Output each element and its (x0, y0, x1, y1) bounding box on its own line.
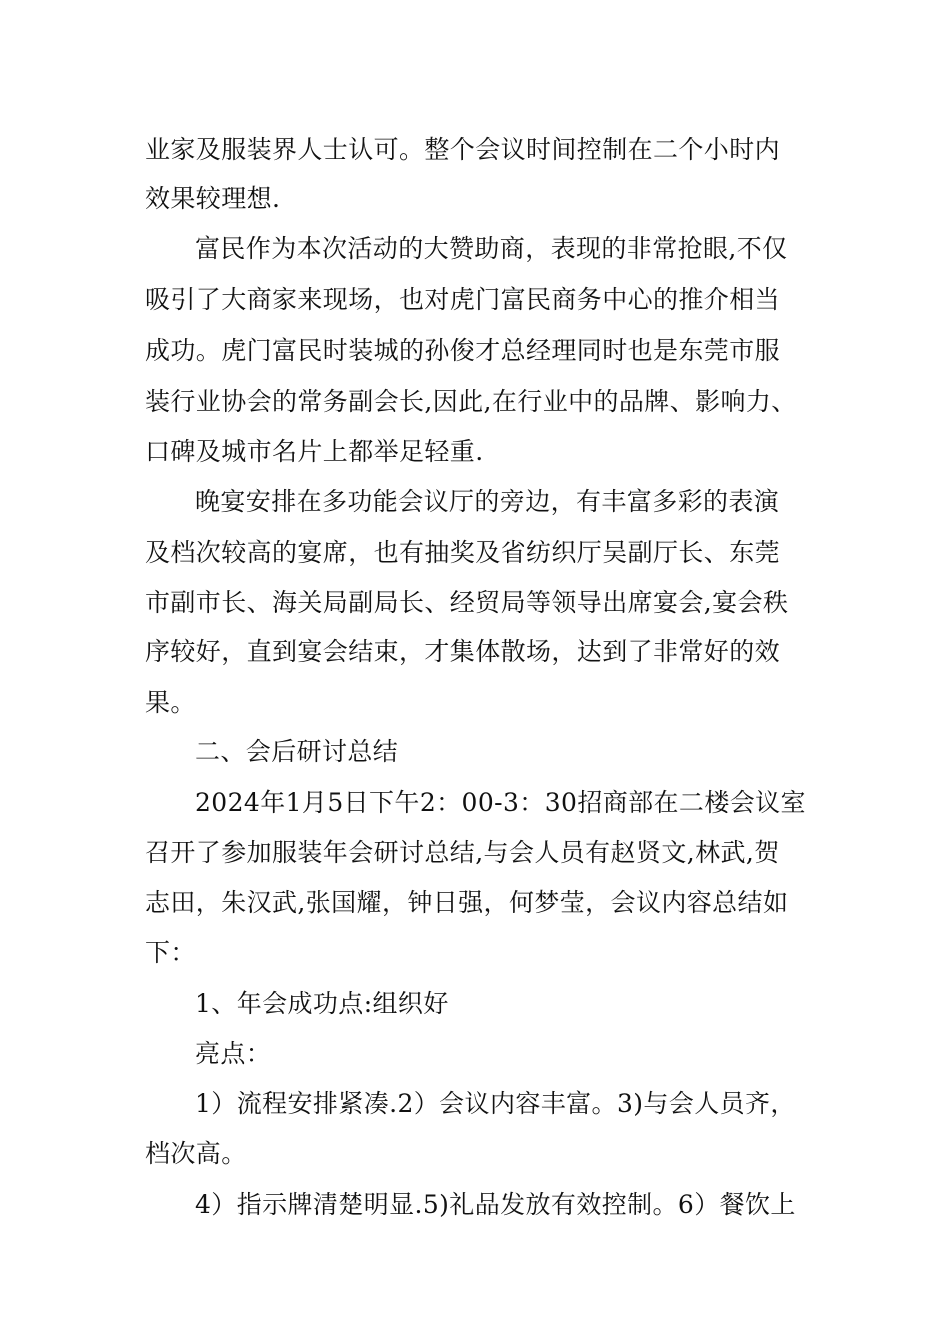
text-line: 召开了参加服装年会研讨总结,与会人员有赵贤文,林武,贺 (145, 838, 780, 867)
text-line: 吸引了大商家来现场，也对虎门富民商务中心的推介相当 (145, 285, 781, 314)
list-item: 4）指示牌清楚明显.5)礼品发放有效控制。6）餐饮上 (195, 1190, 796, 1219)
text-line: 志田，朱汉武,张国耀，钟日强，何梦莹，会议内容总结如 (145, 888, 789, 917)
text-line: 口碑及城市名片上都举足轻重. (145, 437, 484, 466)
paragraph-first-line: 晚宴安排在多功能会议厅的旁边，有丰富多彩的表演 (195, 487, 780, 516)
text-line: 市副市长、海关局副局长、经贸局等领导出席宴会,宴会秩 (145, 588, 789, 617)
paragraph-first-line: 富民作为本次活动的大赞助商，表现的非常抢眼,不仅 (195, 234, 788, 263)
text-line: 成功。虎门富民时装城的孙俊才总经理同时也是东莞市服 (145, 336, 781, 365)
text-line: 业家及服装界人士认可。整个会议时间控制在二个小时内 (145, 135, 781, 164)
list-heading: 1、年会成功点:组织好 (195, 989, 449, 1018)
text-line: 装行业协会的常务副会长,因此,在行业中的品牌、影响力、 (145, 387, 797, 416)
subheading: 亮点： (195, 1039, 272, 1068)
text-line: 效果较理想. (145, 184, 281, 213)
text-line: 序较好，直到宴会结束，才集体散场，达到了非常好的效 (145, 637, 781, 666)
list-item: 1）流程安排紧凑.2）会议内容丰富。3)与会人员齐， (195, 1089, 796, 1118)
text-line: 下： (145, 938, 196, 967)
text-line: 果。 (145, 688, 196, 717)
text-line: 及档次较高的宴席，也有抽奖及省纺织厅吴副厅长、东莞 (145, 538, 781, 567)
text-line: 档次高。 (145, 1139, 247, 1168)
section-heading: 二、会后研讨总结 (195, 737, 399, 766)
paragraph-first-line: 2024年1月5日下午2：00-3：30招商部在二楼会议室 (195, 788, 806, 817)
